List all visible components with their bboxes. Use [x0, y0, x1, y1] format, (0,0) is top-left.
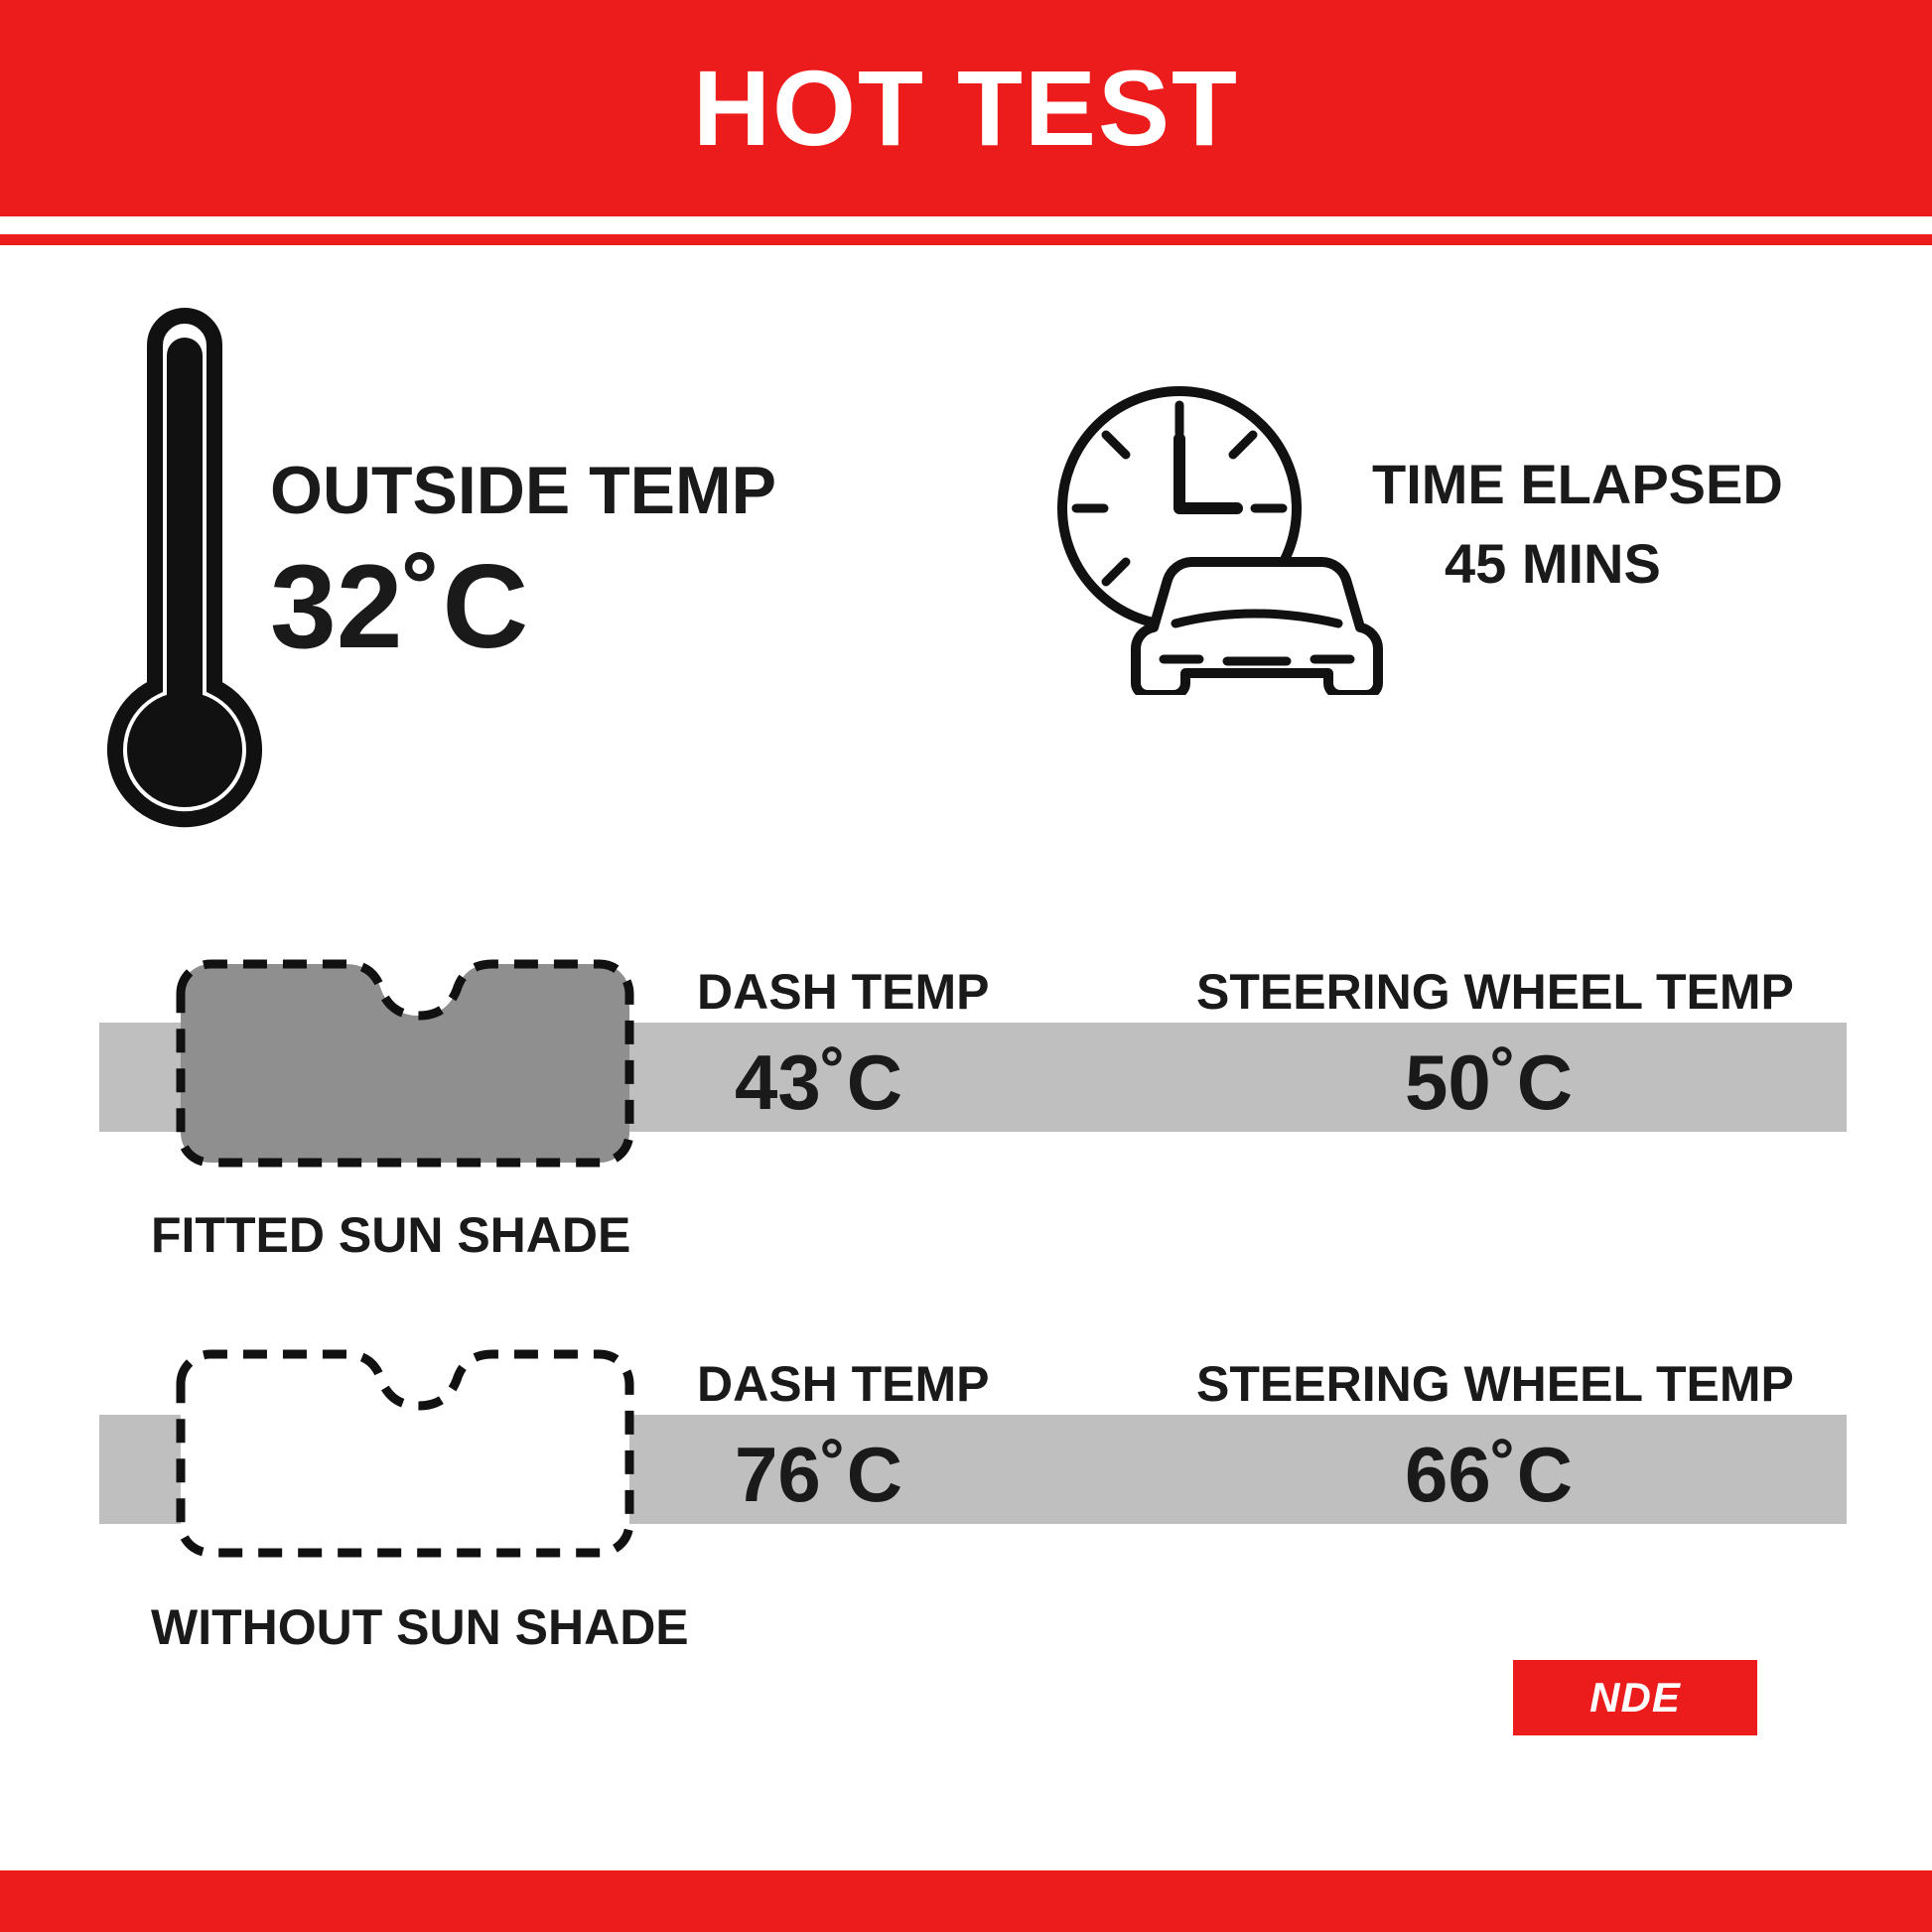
dash-temp-label: DASH TEMP: [697, 964, 990, 1020]
outside-temp-value: 32˚C: [270, 540, 529, 673]
time-elapsed-value: 45 MINS: [1445, 532, 1661, 595]
brand-text: NDE: [1589, 1674, 1681, 1721]
header-band: [0, 0, 1932, 216]
dash-temp-value: 43˚C: [735, 1038, 903, 1126]
time-elapsed-label: TIME ELAPSED: [1372, 453, 1783, 515]
steering-wheel-temp-value: 66˚C: [1405, 1431, 1574, 1518]
steering-wheel-temp-label: STEERING WHEEL TEMP: [1196, 964, 1794, 1020]
row-caption: WITHOUT SUN SHADE: [151, 1599, 689, 1655]
outside-temp-label: OUTSIDE TEMP: [270, 453, 777, 528]
car-icon: [1136, 562, 1378, 695]
row-caption: FITTED SUN SHADE: [151, 1207, 631, 1263]
sun-shade-filled-icon: [147, 958, 663, 1176]
dash-temp-label: DASH TEMP: [697, 1356, 990, 1412]
page-title: HOT TEST: [693, 48, 1239, 168]
sun-shade-outline-icon: [147, 1348, 663, 1567]
thermometer-icon: [95, 298, 274, 854]
footer-band: [0, 1870, 1932, 1932]
steering-wheel-temp-label: STEERING WHEEL TEMP: [1196, 1356, 1794, 1412]
time-elapsed-icon-group: [1042, 377, 1459, 695]
brand-badge: [1513, 1660, 1757, 1735]
header-divider-rule: [0, 234, 1932, 245]
steering-wheel-temp-value: 50˚C: [1405, 1038, 1574, 1126]
dash-temp-value: 76˚C: [735, 1431, 903, 1518]
